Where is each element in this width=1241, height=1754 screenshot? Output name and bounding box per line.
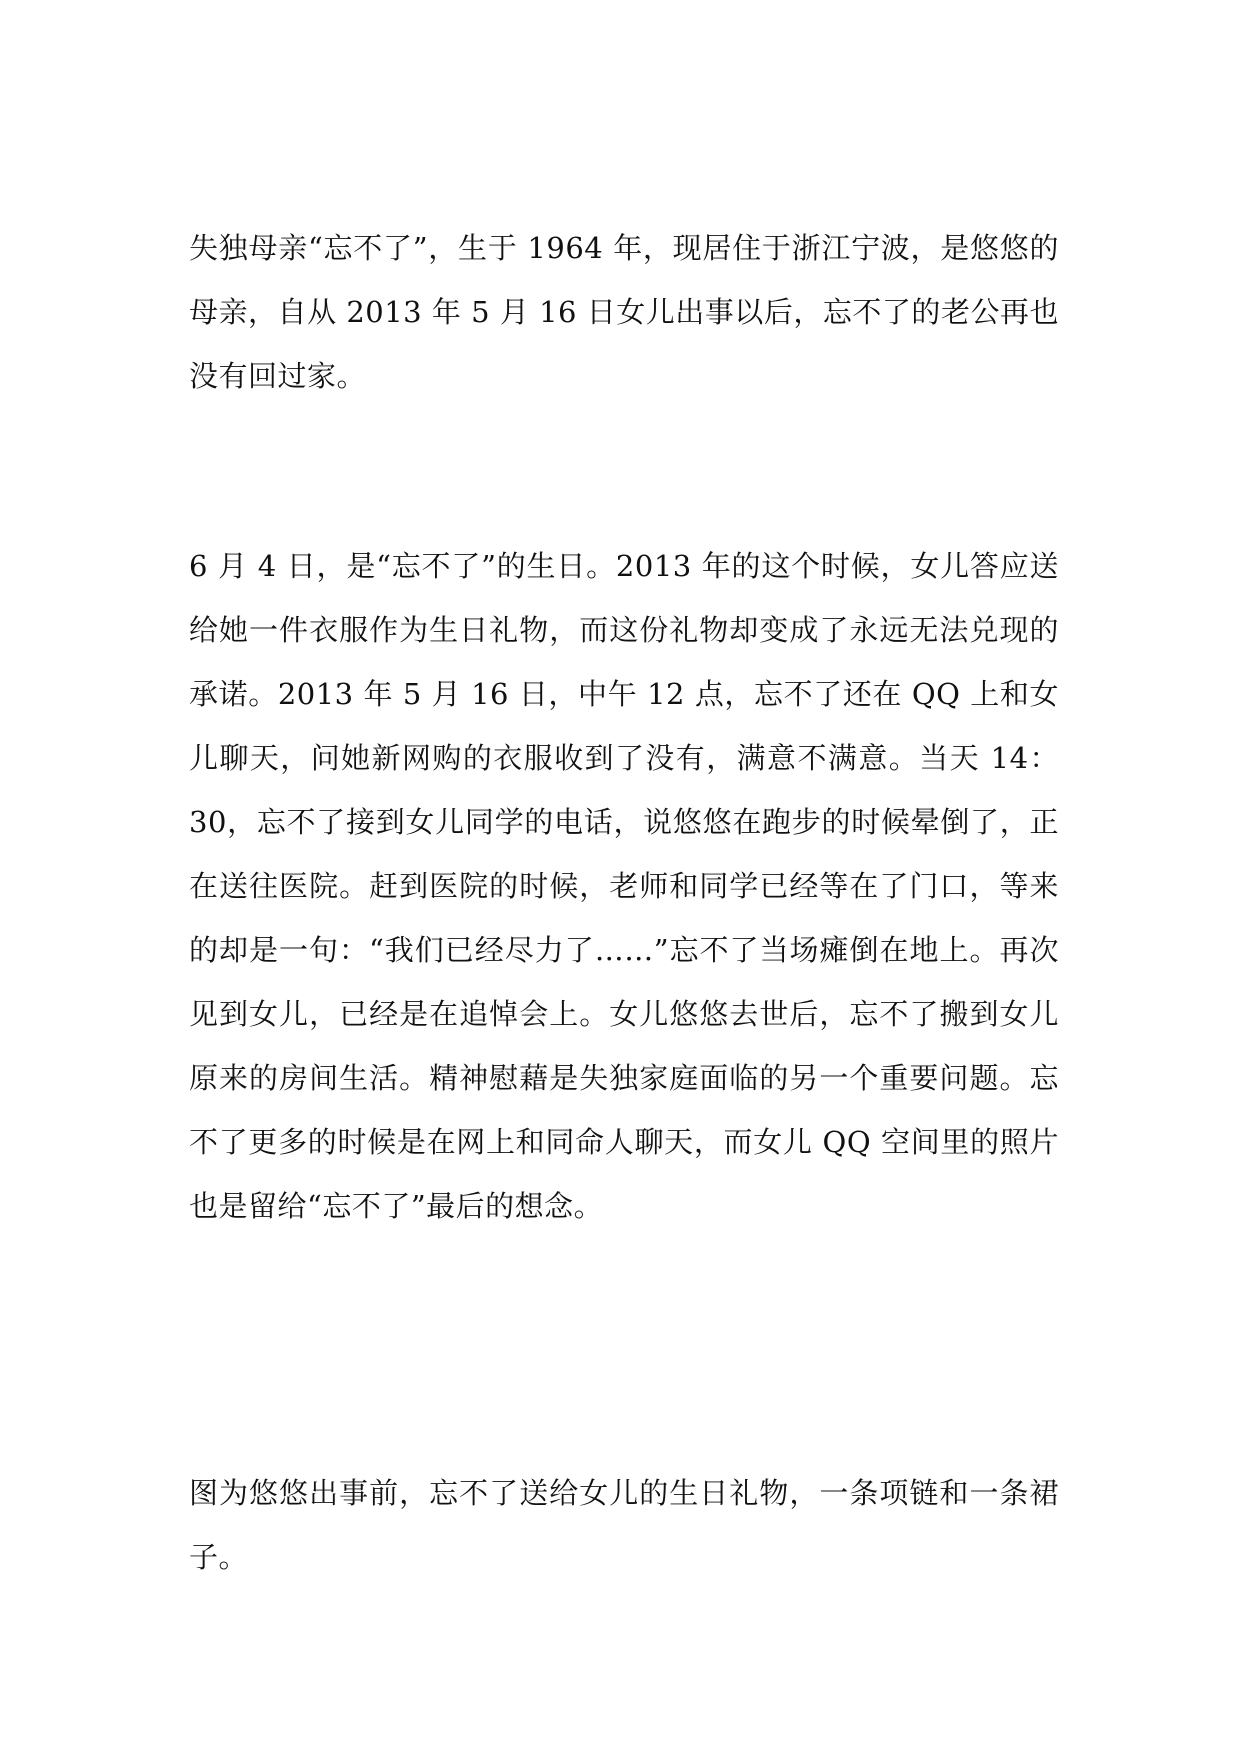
paragraph-intro: 失独母亲“忘不了”，生于 1964 年，现居住于浙江宁波，是悠悠的母亲，自从 2013 年 5 月 16 日女儿出事以后，忘不了的老公再也没有回过家。 bbox=[189, 231, 1059, 393]
paragraph-caption: 图为悠悠出事前，忘不了送给女儿的生日礼物，一条项链和一条裙子。 bbox=[189, 1476, 1059, 1574]
paragraph-story: 6 月 4 日，是“忘不了”的生日。2013 年的这个时候，女儿答应送给她一件衣服作为生日礼物，而这份礼物却变成了永远无法兑现的承诺。2013 年 5 月 16 日，中午 12 点，忘不了还在 QQ 上和女儿聊天，问她新网购的衣服收到了没有，满意不满意。当天 14：30，忘不了接到女儿同学的电话，说悠悠在跑步的时候晕倒了，正在送往医院。赶到医院的时候，老师和同学已经等在了门口，等来的却是一句：“我们已经尽力了……”忘不了当场瘫倒在地上。再次见到女儿，已经是在追悼会上。女儿悠悠去世后，忘不了搬到女儿原来的房间生活。精神慰藉是失独家庭面临的另一个重要问题。忘不了更多的时候是在网上和同命人聊天，而女儿 QQ 空间里的照片也是留给“忘不了”最后的想念。 bbox=[189, 549, 1059, 1223]
